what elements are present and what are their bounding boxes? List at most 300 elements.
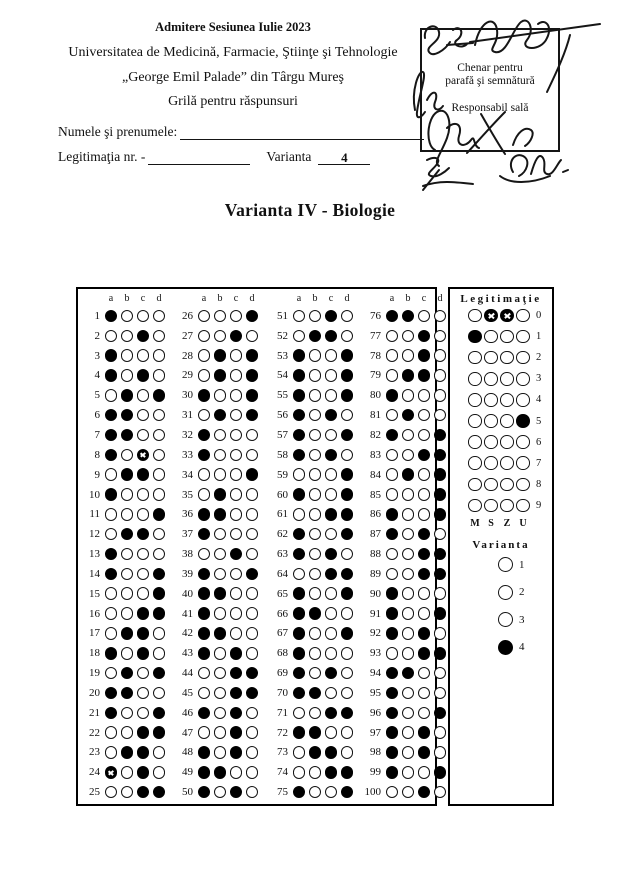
q28-option-c-slot xyxy=(228,349,244,362)
question-number-78: 78 xyxy=(370,349,381,362)
q17-option-a xyxy=(105,627,118,640)
option-letter-d: d xyxy=(249,293,255,304)
question-row-39 xyxy=(163,564,263,584)
legit-9-Z-slot xyxy=(499,499,515,513)
q93-option-c xyxy=(418,647,431,660)
q34-option-b-slot xyxy=(212,468,228,481)
q77-option-a-slot xyxy=(384,330,400,343)
question-row-66 xyxy=(258,604,358,624)
legit-1-M-slot xyxy=(467,330,483,344)
q87-option-b-slot xyxy=(400,528,416,541)
q60-option-a-slot xyxy=(291,488,307,501)
q90-option-b-slot xyxy=(400,587,416,600)
question-row-53 xyxy=(258,346,358,366)
legit-4-U-slot xyxy=(515,393,531,407)
legitimation-row-0 xyxy=(450,305,552,326)
q88-option-d xyxy=(434,548,447,561)
question-row-47 xyxy=(163,723,263,743)
q75-option-c-slot xyxy=(323,786,339,799)
q17-option-a-slot xyxy=(103,627,119,640)
q8-option-a xyxy=(105,449,118,462)
question-row-54 xyxy=(258,366,358,386)
q46-option-a-slot xyxy=(196,707,212,720)
q44-option-a xyxy=(198,667,211,680)
q40-option-b xyxy=(214,587,227,600)
q18-option-a xyxy=(105,647,118,660)
question-number-55: 55 xyxy=(277,389,288,402)
q88-option-a xyxy=(386,548,399,561)
q56-option-b-slot xyxy=(307,409,323,422)
question-number-14: 14 xyxy=(89,567,100,580)
q97-option-b xyxy=(402,726,415,739)
q73-option-b-slot xyxy=(307,746,323,759)
q81-option-d-slot xyxy=(432,409,448,422)
question-row-79 xyxy=(351,366,451,386)
q100-option-a-slot xyxy=(384,786,400,799)
q100-option-c xyxy=(418,786,431,799)
legit-4-U xyxy=(516,393,530,407)
q8-option-c-slot xyxy=(135,449,151,462)
legit-8-U xyxy=(516,478,530,492)
question-number-20: 20 xyxy=(89,686,100,699)
q28-option-a-slot xyxy=(196,349,212,362)
q8-option-a-slot xyxy=(103,449,119,462)
q47-option-b xyxy=(214,726,227,739)
q93-option-a-slot xyxy=(384,647,400,660)
q26-option-a xyxy=(198,310,211,323)
legit-2-Z-slot xyxy=(499,351,515,365)
question-number-22: 22 xyxy=(89,726,100,739)
q16-option-c xyxy=(137,607,150,620)
q9-option-c xyxy=(137,468,150,481)
q89-option-b-slot xyxy=(400,568,416,581)
question-row-74 xyxy=(258,762,358,782)
q91-option-c-slot xyxy=(416,607,432,620)
q41-option-d xyxy=(246,607,259,620)
question-number-59: 59 xyxy=(277,468,288,481)
q38-option-c-slot xyxy=(228,548,244,561)
q97-option-b-slot xyxy=(400,726,416,739)
question-number-32: 32 xyxy=(182,428,193,441)
legit-6-M xyxy=(468,435,482,449)
question-number-94: 94 xyxy=(370,667,381,680)
legitimation-digit-label-6: 6 xyxy=(536,436,542,448)
q6-option-c xyxy=(137,409,150,422)
q76-option-c-slot xyxy=(416,310,432,323)
q56-option-a-slot xyxy=(291,409,307,422)
question-number-63: 63 xyxy=(277,548,288,561)
q82-option-c-slot xyxy=(416,429,432,442)
q70-option-c-slot xyxy=(323,687,339,700)
question-row-84 xyxy=(351,465,451,485)
q88-option-c-slot xyxy=(416,548,432,561)
q73-option-b xyxy=(309,746,322,759)
q56-option-b xyxy=(309,409,322,422)
q8-option-b-slot xyxy=(119,449,135,462)
q49-option-a xyxy=(198,766,211,779)
question-number-60: 60 xyxy=(277,488,288,501)
question-number-36: 36 xyxy=(182,508,193,521)
question-number-12: 12 xyxy=(89,528,100,541)
q35-option-d xyxy=(246,488,259,501)
q18-option-a-slot xyxy=(103,647,119,660)
q100-option-c-slot xyxy=(416,786,432,799)
q50-option-b xyxy=(214,786,227,799)
question-row-60 xyxy=(258,485,358,505)
q17-option-c-slot xyxy=(135,627,151,640)
q45-option-a-slot xyxy=(196,687,212,700)
q94-option-a xyxy=(386,667,399,680)
q50-option-b-slot xyxy=(212,786,228,799)
question-number-48: 48 xyxy=(182,746,193,759)
q28-option-c xyxy=(230,349,243,362)
q23-option-b-slot xyxy=(119,746,135,759)
q29-option-a xyxy=(198,369,211,382)
q38-option-a-slot xyxy=(196,548,212,561)
legitimation-row-5 xyxy=(450,410,552,431)
q37-option-a-slot xyxy=(196,528,212,541)
legit-1-Z xyxy=(500,330,514,344)
q23-option-c-slot xyxy=(135,746,151,759)
q79-option-b-slot xyxy=(400,369,416,382)
q98-option-a xyxy=(386,746,399,759)
legit-5-M xyxy=(468,414,482,428)
question-row-51 xyxy=(258,306,358,326)
q66-option-a-slot xyxy=(291,607,307,620)
question-row-70 xyxy=(258,683,358,703)
question-number-33: 33 xyxy=(182,448,193,461)
q94-option-d-slot xyxy=(432,667,448,680)
question-number-46: 46 xyxy=(182,706,193,719)
q10-option-b-slot xyxy=(119,488,135,501)
question-number-1: 1 xyxy=(94,309,100,322)
q20-option-a xyxy=(105,687,118,700)
q81-option-a-slot xyxy=(384,409,400,422)
q35-option-c xyxy=(230,488,243,501)
q78-option-c-slot xyxy=(416,349,432,362)
q74-option-c-slot xyxy=(323,766,339,779)
question-number-39: 39 xyxy=(182,567,193,580)
q12-option-b-slot xyxy=(119,528,135,541)
q19-option-c-slot xyxy=(135,667,151,680)
legit-9-Z xyxy=(500,499,514,513)
question-row-6 xyxy=(70,405,170,425)
question-row-87 xyxy=(351,524,451,544)
q48-option-a xyxy=(198,746,211,759)
q70-option-b-slot xyxy=(307,687,323,700)
q53-option-b-slot xyxy=(307,349,323,362)
q10-option-a xyxy=(105,488,118,501)
legit-7-U xyxy=(516,456,530,470)
q7-option-c xyxy=(137,429,150,442)
q38-option-c xyxy=(230,548,243,561)
q41-option-a xyxy=(198,607,211,620)
q36-option-b-slot xyxy=(212,508,228,521)
legitimation-letter-M: M xyxy=(470,517,480,529)
question-row-17 xyxy=(70,624,170,644)
legitimation-row-4 xyxy=(450,389,552,410)
q63-option-b-slot xyxy=(307,548,323,561)
q14-option-c-slot xyxy=(135,568,151,581)
q83-option-b xyxy=(402,449,415,462)
q99-option-b xyxy=(402,766,415,779)
option-letter-d: d xyxy=(437,293,443,304)
q82-option-d-slot xyxy=(432,429,448,442)
question-number-97: 97 xyxy=(370,726,381,739)
q77-option-c-slot xyxy=(416,330,432,343)
q1-option-c-slot xyxy=(135,310,151,323)
q73-option-a xyxy=(293,746,306,759)
question-row-11 xyxy=(70,504,170,524)
q39-option-b xyxy=(214,568,227,581)
q3-option-c-slot xyxy=(135,349,151,362)
q50-option-c xyxy=(230,786,243,799)
q57-option-c-slot xyxy=(323,429,339,442)
q41-option-c xyxy=(230,607,243,620)
q33-option-a xyxy=(198,449,211,462)
q71-option-c xyxy=(325,707,338,720)
legit-2-U xyxy=(516,351,530,365)
variant-option-label-1: 1 xyxy=(519,558,525,571)
q7-option-a-slot xyxy=(103,429,119,442)
q94-option-a-slot xyxy=(384,667,400,680)
question-row-44 xyxy=(163,663,263,683)
q29-option-b-slot xyxy=(212,369,228,382)
question-number-68: 68 xyxy=(277,647,288,660)
q9-option-c-slot xyxy=(135,468,151,481)
q21-option-b xyxy=(121,707,134,720)
legitimation-digit-label-4: 4 xyxy=(536,394,542,406)
question-number-87: 87 xyxy=(370,528,381,541)
q10-option-a-slot xyxy=(103,488,119,501)
q27-option-b xyxy=(214,330,227,343)
university-line-1: Universitatea de Medicină, Farmacie, Ştiinţe şi Tehnologie xyxy=(68,45,398,60)
legitimation-digit-label-0: 0 xyxy=(536,310,542,322)
q4-option-a-slot xyxy=(103,369,119,382)
q59-option-a xyxy=(293,468,306,481)
q38-option-d xyxy=(246,548,259,561)
q40-option-d xyxy=(246,587,259,600)
q9-option-a xyxy=(105,468,118,481)
q18-option-c-slot xyxy=(135,647,151,660)
question-number-67: 67 xyxy=(277,627,288,640)
question-column-26 xyxy=(163,291,263,802)
q22-option-c-slot xyxy=(135,726,151,739)
q78-option-a xyxy=(386,349,399,362)
q21-option-b-slot xyxy=(119,707,135,720)
q62-option-a xyxy=(293,528,306,541)
q50-option-a-slot xyxy=(196,786,212,799)
q83-option-c xyxy=(418,449,431,462)
legitimation-row-7 xyxy=(450,453,552,474)
q19-option-b-slot xyxy=(119,667,135,680)
q57-option-a-slot xyxy=(291,429,307,442)
q43-option-b xyxy=(214,647,227,660)
q5-option-b xyxy=(121,389,134,402)
q33-option-a-slot xyxy=(196,449,212,462)
q7-option-c-slot xyxy=(135,429,151,442)
legit-0-M xyxy=(468,309,482,323)
question-number-79: 79 xyxy=(370,369,381,382)
question-row-63 xyxy=(258,544,358,564)
q64-option-b xyxy=(309,568,322,581)
q93-option-b-slot xyxy=(400,647,416,660)
q19-option-c xyxy=(137,667,150,680)
q92-option-b xyxy=(402,627,415,640)
q13-option-a-slot xyxy=(103,548,119,561)
q56-option-c xyxy=(325,409,338,422)
q79-option-c xyxy=(418,369,431,382)
q27-option-d xyxy=(246,330,259,343)
q24-option-c-slot xyxy=(135,766,151,779)
q9-option-b xyxy=(121,468,134,481)
q95-option-c-slot xyxy=(416,687,432,700)
q24-option-a-slot xyxy=(103,766,119,779)
q99-option-d xyxy=(434,766,447,779)
q61-option-a xyxy=(293,508,306,521)
legitimation-row-9 xyxy=(450,495,552,516)
legit-4-S-slot xyxy=(483,393,499,407)
q90-option-d-slot xyxy=(432,587,448,600)
question-number-49: 49 xyxy=(182,766,193,779)
q5-option-c xyxy=(137,389,150,402)
q46-option-b xyxy=(214,707,227,720)
question-row-91 xyxy=(351,604,451,624)
q4-option-b-slot xyxy=(119,369,135,382)
q65-option-b xyxy=(309,587,322,600)
q22-option-c xyxy=(137,726,150,739)
q54-option-c xyxy=(325,369,338,382)
q79-option-d-slot xyxy=(432,369,448,382)
legitimation-digit-label-7: 7 xyxy=(536,457,542,469)
question-number-50: 50 xyxy=(182,786,193,799)
q28-option-a xyxy=(198,349,211,362)
legit-8-M xyxy=(468,478,482,492)
q53-option-a-slot xyxy=(291,349,307,362)
question-row-23 xyxy=(70,743,170,763)
q98-option-c-slot xyxy=(416,746,432,759)
question-number-76: 76 xyxy=(370,309,381,322)
q69-option-a-slot xyxy=(291,667,307,680)
q5-option-b-slot xyxy=(119,389,135,402)
q1-option-b xyxy=(121,310,134,323)
q10-option-c xyxy=(137,488,150,501)
question-number-34: 34 xyxy=(182,468,193,481)
q94-option-c-slot xyxy=(416,667,432,680)
legit-1-U-slot xyxy=(515,330,531,344)
variant-option-row-1 xyxy=(450,551,552,579)
q15-option-c-slot xyxy=(135,587,151,600)
q93-option-d xyxy=(434,647,447,660)
q97-option-a xyxy=(386,726,399,739)
q54-option-a-slot xyxy=(291,369,307,382)
q39-option-a-slot xyxy=(196,568,212,581)
q51-option-c-slot xyxy=(323,310,339,323)
question-row-89 xyxy=(351,564,451,584)
question-number-96: 96 xyxy=(370,706,381,719)
legit-4-Z-slot xyxy=(499,393,515,407)
question-row-85 xyxy=(351,485,451,505)
question-row-69 xyxy=(258,663,358,683)
q66-option-b xyxy=(309,607,322,620)
q68-option-c-slot xyxy=(323,647,339,660)
q51-option-b xyxy=(309,310,322,323)
q29-option-a-slot xyxy=(196,369,212,382)
q84-option-a-slot xyxy=(384,468,400,481)
legit-7-S-slot xyxy=(483,456,499,470)
q49-option-c-slot xyxy=(228,766,244,779)
q11-option-c-slot xyxy=(135,508,151,521)
legit-5-U xyxy=(516,414,530,428)
question-row-10 xyxy=(70,485,170,505)
q76-option-b-slot xyxy=(400,310,416,323)
q67-option-b xyxy=(309,627,322,640)
signature-stroke xyxy=(500,176,550,182)
question-number-38: 38 xyxy=(182,548,193,561)
q72-option-a-slot xyxy=(291,726,307,739)
q88-option-c xyxy=(418,548,431,561)
q93-option-d-slot xyxy=(432,647,448,660)
q43-option-c-slot xyxy=(228,647,244,660)
question-number-25: 25 xyxy=(89,786,100,799)
legitimation-digit-label-1: 1 xyxy=(536,331,542,343)
q55-option-a-slot xyxy=(291,389,307,402)
q35-option-b-slot xyxy=(212,488,228,501)
q13-option-c xyxy=(137,548,150,561)
q3-option-a-slot xyxy=(103,349,119,362)
q98-option-c xyxy=(418,746,431,759)
option-letter-b: b xyxy=(124,293,130,304)
question-number-90: 90 xyxy=(370,587,381,600)
q48-option-d xyxy=(246,746,259,759)
legit-8-S xyxy=(484,478,498,492)
question-number-4: 4 xyxy=(94,369,100,382)
q16-option-b xyxy=(121,607,134,620)
q69-option-c-slot xyxy=(323,667,339,680)
legit-2-S xyxy=(484,351,498,365)
legit-3-Z-slot xyxy=(499,372,515,386)
q89-option-c xyxy=(418,568,431,581)
legit-5-Z xyxy=(500,414,514,428)
q97-option-d-slot xyxy=(432,726,448,739)
q56-option-a xyxy=(293,409,306,422)
q86-option-d xyxy=(434,508,447,521)
q59-option-c-slot xyxy=(323,468,339,481)
q88-option-b-slot xyxy=(400,548,416,561)
q86-option-b xyxy=(402,508,415,521)
q31-option-b xyxy=(214,409,227,422)
q29-option-c xyxy=(230,369,243,382)
question-row-33 xyxy=(163,445,263,465)
q4-option-c xyxy=(137,369,150,382)
question-row-24 xyxy=(70,762,170,782)
question-number-23: 23 xyxy=(89,746,100,759)
question-row-97 xyxy=(351,723,451,743)
question-number-21: 21 xyxy=(89,706,100,719)
q51-option-b-slot xyxy=(307,310,323,323)
legit-2-M xyxy=(468,351,482,365)
q79-option-a xyxy=(386,369,399,382)
q80-option-c-slot xyxy=(416,389,432,402)
q44-option-b-slot xyxy=(212,667,228,680)
question-row-48 xyxy=(163,743,263,763)
question-row-99 xyxy=(351,762,451,782)
q42-option-b xyxy=(214,627,227,640)
question-row-5 xyxy=(70,385,170,405)
question-row-35 xyxy=(163,485,263,505)
q33-option-c xyxy=(230,449,243,462)
variant-label: Varianta xyxy=(266,149,312,164)
